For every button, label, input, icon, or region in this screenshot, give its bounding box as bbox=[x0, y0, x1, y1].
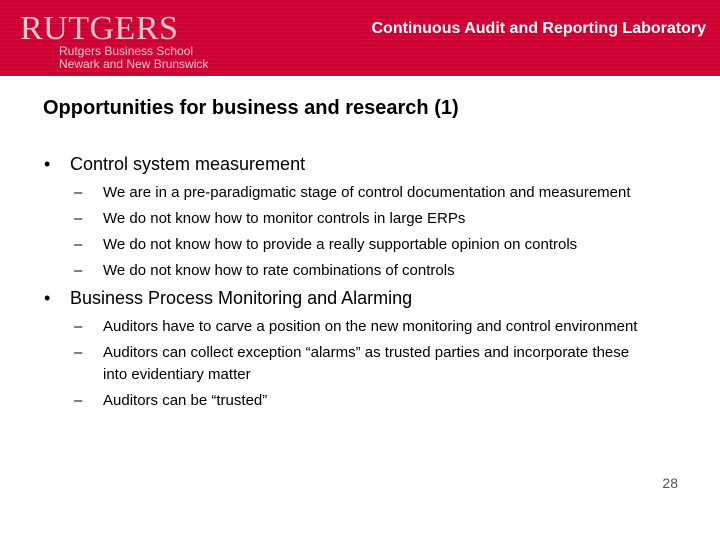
bullet-marker: • bbox=[44, 154, 51, 174]
bullet-process-monitoring bbox=[0, 286, 670, 310]
dash-marker: – bbox=[74, 210, 83, 227]
campus-name: Newark and New Brunswick bbox=[59, 57, 209, 71]
sub-bullet bbox=[0, 316, 648, 338]
bullet-text: Control system measurement bbox=[70, 154, 306, 174]
sub-list-control-system bbox=[0, 182, 720, 282]
bullet-control-system bbox=[0, 152, 670, 176]
sub-bullet-text: Auditors have to carve a position on the new monitoring and control environment bbox=[103, 318, 638, 335]
sub-bullet bbox=[0, 390, 648, 412]
sub-bullet bbox=[0, 342, 648, 386]
dash-marker: – bbox=[74, 262, 83, 279]
sub-bullet bbox=[0, 234, 648, 256]
sub-bullet bbox=[0, 182, 648, 204]
dash-marker: – bbox=[74, 344, 83, 361]
sub-bullet bbox=[0, 260, 648, 282]
bullet-text: Business Process Monitoring and Alarming bbox=[70, 288, 413, 308]
sub-list-process-monitoring bbox=[0, 316, 720, 412]
sub-bullet-text: Auditors can be “trusted” bbox=[103, 392, 268, 409]
dash-marker: – bbox=[74, 392, 83, 409]
bullet-marker: • bbox=[44, 288, 51, 308]
dash-marker: – bbox=[74, 236, 83, 253]
dash-marker: – bbox=[74, 184, 83, 201]
lab-title: Continuous Audit and Reporting Laboratory bbox=[371, 20, 706, 37]
sub-bullet-text: Auditors can collect exception “alarms” as trusted parties and incorporate these into evidentiary matter bbox=[103, 344, 630, 383]
header-banner bbox=[0, 0, 720, 76]
rutgers-logo: RUTGERS bbox=[20, 10, 179, 47]
slide-title: Opportunities for business and research (1) bbox=[43, 97, 459, 119]
sub-bullet-text: We do not know how to provide a really supportable opinion on controls bbox=[103, 236, 578, 253]
school-name: Rutgers Business School bbox=[59, 44, 194, 58]
slide-content bbox=[0, 150, 720, 416]
sub-bullet-text: We do not know how to rate combinations of controls bbox=[103, 262, 455, 279]
sub-bullet-text: We are in a pre-paradigmatic stage of control documentation and measurement bbox=[103, 184, 631, 201]
sub-bullet-text: We do not know how to monitor controls in large ERPs bbox=[103, 210, 466, 227]
sub-bullet bbox=[0, 208, 648, 230]
page-number: 28 bbox=[662, 475, 678, 491]
dash-marker: – bbox=[74, 318, 83, 335]
